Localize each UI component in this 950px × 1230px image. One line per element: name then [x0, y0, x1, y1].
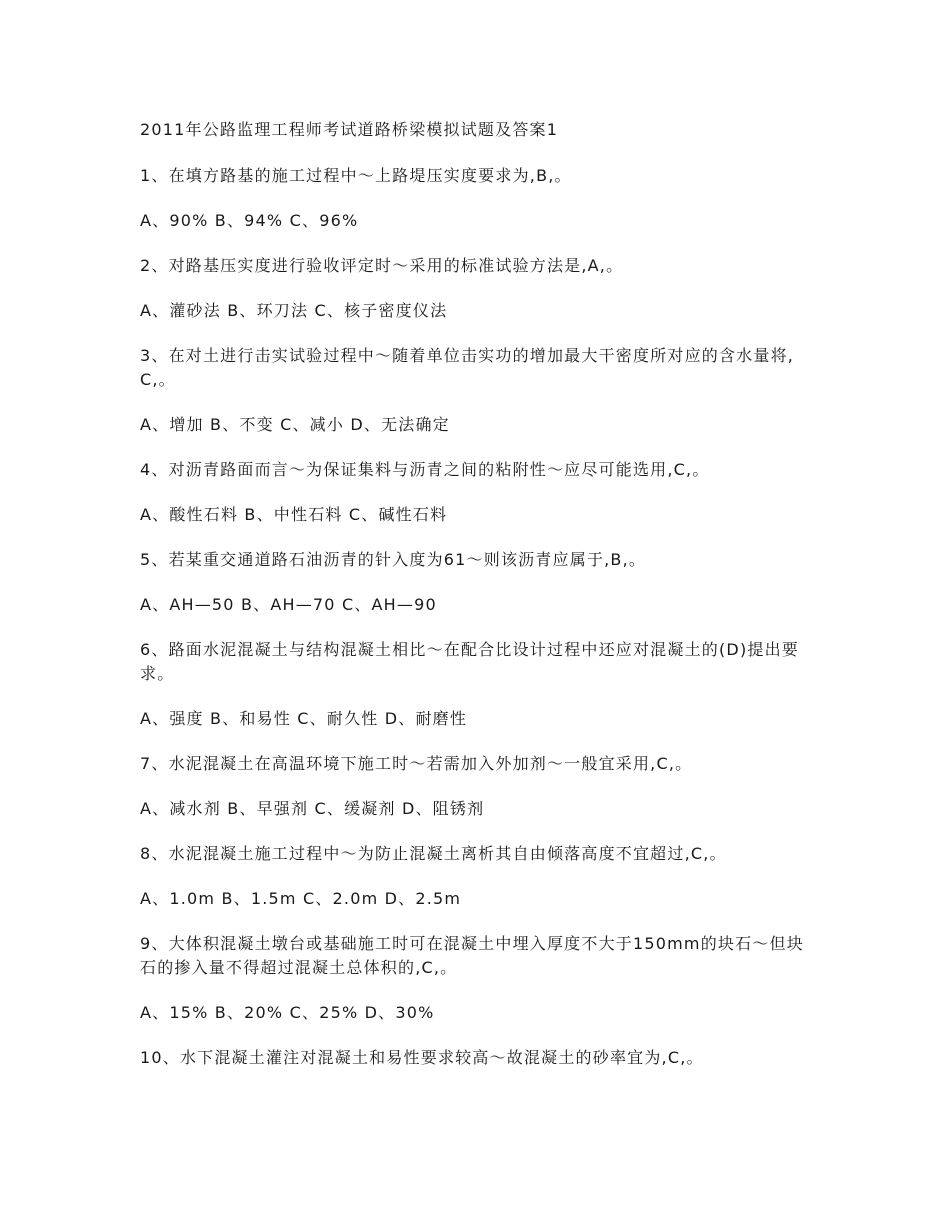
- question-3: 3、在对土进行击实试验过程中～随着单位击实功的增加最大干密度所对应的含水量将,C,。: [140, 346, 795, 389]
- options-3: A、增加 B、不变 C、减小 D、无法确定: [140, 415, 450, 434]
- question-8: 8、水泥混凝土施工过程中～为防止混凝土离析其自由倾落高度不宜超过,C,。: [140, 844, 727, 863]
- options-6: A、强度 B、和易性 C、耐久性 D、耐磨性: [140, 709, 468, 728]
- options-8: A、1.0m B、1.5m C、2.0m D、2.5m: [140, 889, 462, 908]
- options-9: A、15% B、20% C、25% D、30%: [140, 1003, 435, 1022]
- question-7: 7、水泥混凝土在高温环境下施工时～若需加入外加剂～一般宜采用,C,。: [140, 754, 693, 773]
- options-7: A、减水剂 B、早强剂 C、缓凝剂 D、阻锈剂: [140, 799, 485, 818]
- question-9: 9、大体积混凝土墩台或基础施工时可在混凝土中埋入厚度不大于150mm的块石～但块石的掺入量不得超过混凝土总体积的,C,。: [140, 934, 804, 977]
- question-1: 1、在填方路基的施工过程中～上路堤压实度要求为,B,。: [140, 166, 572, 185]
- options-4: A、酸性石料 B、中性石料 C、碱性石料: [140, 505, 448, 524]
- question-6: 6、路面水泥混凝土与结构混凝土相比～在配合比设计过程中还应对混凝土的(D)提出要求。: [140, 640, 799, 683]
- document-title: 2011年公路监理工程师考试道路桥梁模拟试题及答案1: [140, 120, 559, 139]
- options-2: A、灌砂法 B、环刀法 C、核子密度仪法: [140, 301, 448, 320]
- document-body: [140, 118, 820, 1091]
- options-1: A、90% B、94% C、96%: [140, 211, 359, 230]
- question-2: 2、对路基压实度进行验收评定时～采用的标准试验方法是,A,。: [140, 256, 624, 275]
- question-4: 4、对沥青路面而言～为保证集料与沥青之间的粘附性～应尽可能选用,C,。: [140, 460, 710, 479]
- options-5: A、AH—50 B、AH—70 C、AH—90: [140, 595, 437, 614]
- question-5: 5、若某重交通道路石油沥青的针入度为61～则该沥青应属于,B,。: [140, 550, 647, 569]
- question-10: 10、水下混凝土灌注对混凝土和易性要求较高～故混凝土的砂率宜为,C,。: [140, 1048, 704, 1067]
